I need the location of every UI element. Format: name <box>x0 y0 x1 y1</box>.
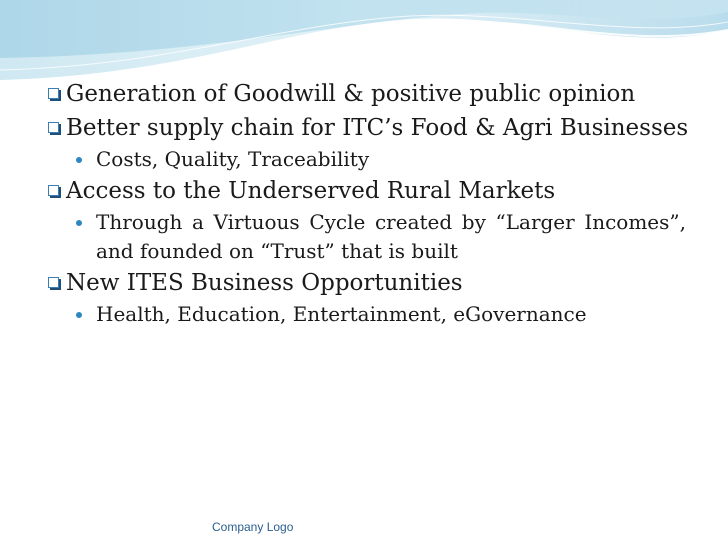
bullet-text: Generation of Goodwill & positive public opinion <box>66 81 636 107</box>
company-logo-text: Company Logo <box>212 520 294 534</box>
sub-bullet-text: Costs, Quality, Traceability <box>96 147 370 171</box>
bullet-text: New ITES Business Opportunities <box>66 270 463 296</box>
sub-bullet-text: Health, Education, Entertainment, eGovernance <box>96 302 587 326</box>
bullet-item-rural-markets <box>46 174 686 208</box>
square-bullet-icon <box>48 88 59 99</box>
square-bullet-icon <box>48 185 59 196</box>
round-bullet-icon <box>76 157 82 163</box>
square-bullet-icon <box>48 122 59 133</box>
square-bullet-icon <box>48 277 59 288</box>
bullet-item-goodwill <box>46 77 686 111</box>
sub-bullet-text: Through a Virtuous Cycle created by “Larger Incomes”, and founded on “Trust” that is built <box>96 210 686 263</box>
round-bullet-icon <box>76 312 82 318</box>
sub-bullet-item-virtuous-cycle <box>46 208 686 266</box>
bullet-text: Access to the Underserved Rural Markets <box>66 178 556 204</box>
bullet-item-ites <box>46 266 686 300</box>
sub-bullet-item-costs <box>46 145 686 174</box>
round-bullet-icon <box>76 220 82 226</box>
bullet-list <box>46 77 689 329</box>
bullet-text: Better supply chain for ITC’s Food & Agri Businesses <box>66 115 689 141</box>
sub-bullet-item-health <box>46 300 686 329</box>
bullet-item-supply-chain <box>46 111 689 145</box>
